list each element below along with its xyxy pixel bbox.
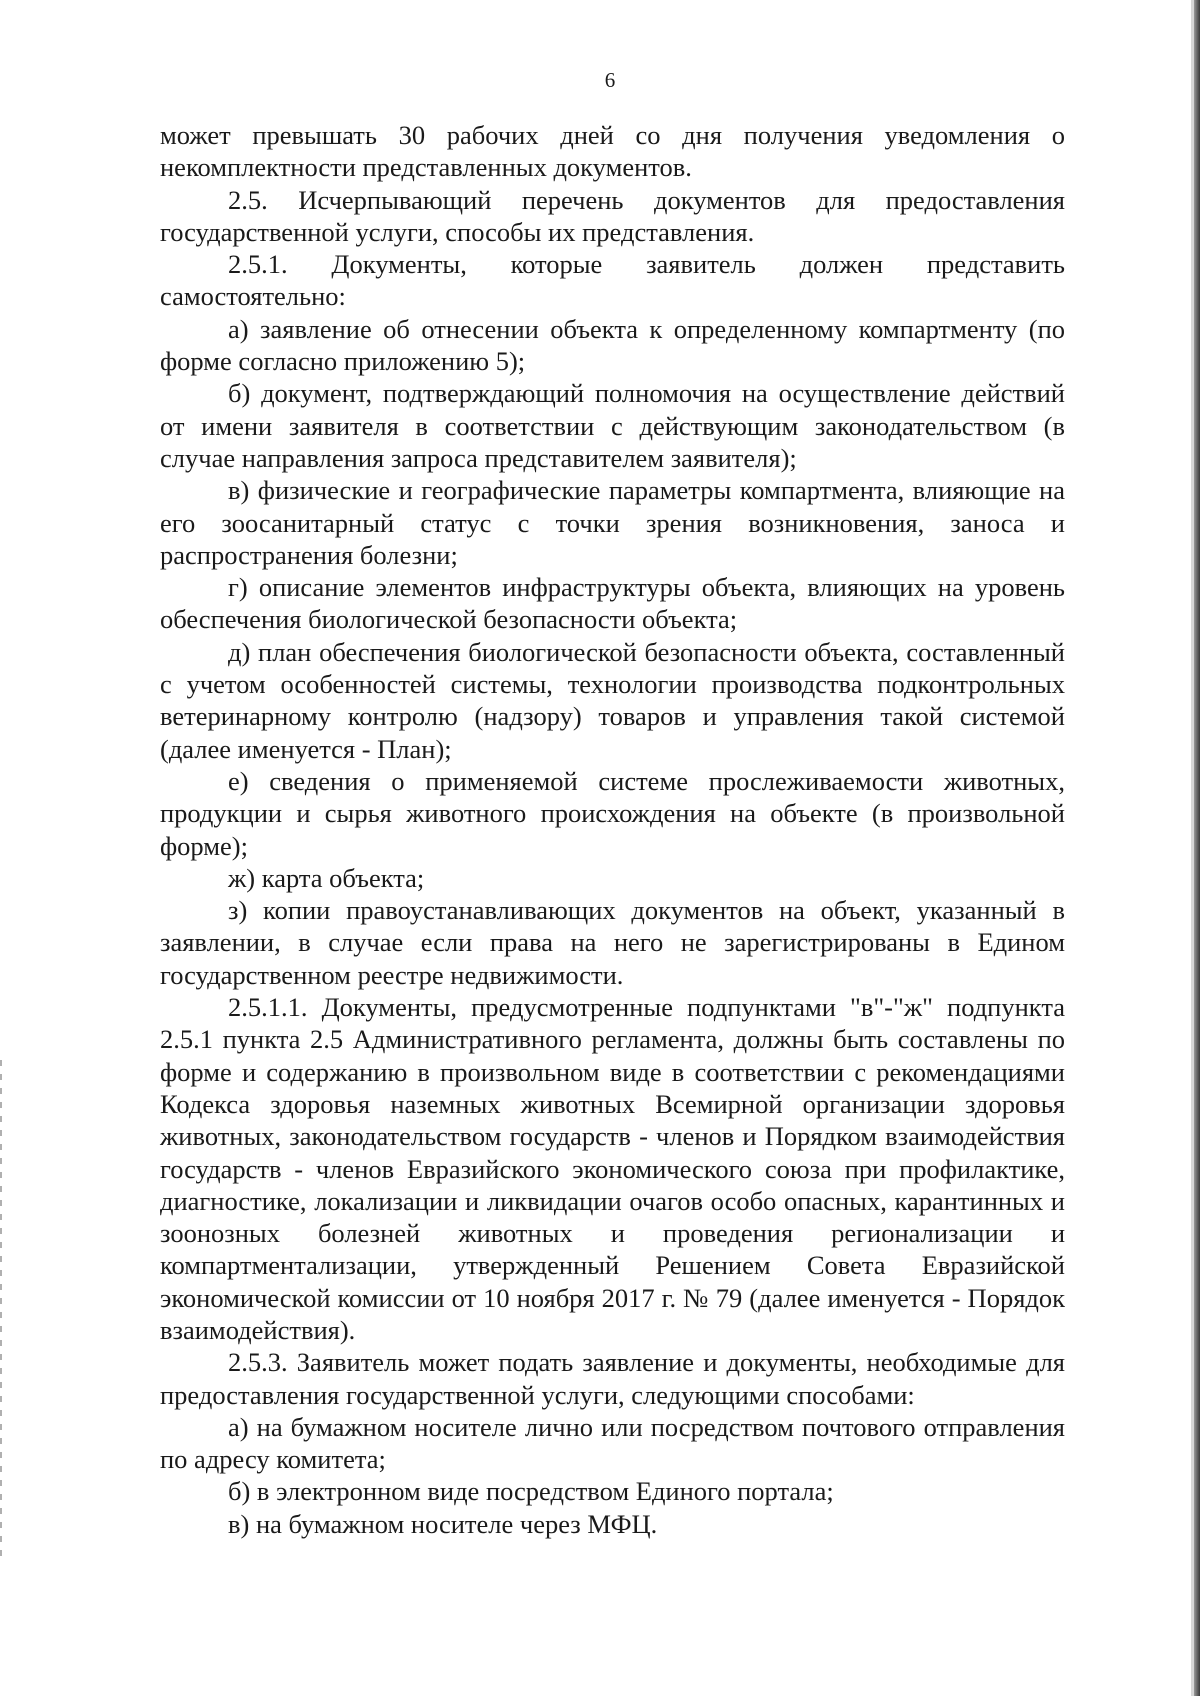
list-item-d: д) план обеспечения биологической безопасности объекта, составленный с учетом особенностей системы, технологии производства подконтрольных ветеринарному контролю (надзору) товаров и управления такой системой (далее именуется - План); xyxy=(160,636,1065,764)
paragraph-2-5-1: 2.5.1. Документы, которые заявитель должен представить самостоятельно: xyxy=(160,249,1065,312)
paragraph-2-5-3: 2.5.3. Заявитель может подать заявление и документы, необходимые для предоставления государственной услуги, следующими способами: xyxy=(160,1347,1065,1410)
paragraph-2-5-1-1: 2.5.1.1. Документы, предусмотренные подпунктами "в"-"ж" подпункта 2.5.1 пункта 2.5 Административного регламента, должны быть составлены по форме и содержанию в произвольном виде в соответствии с рекомендациями Кодекса здоровья наземных животных Всемирной организации здоровья животных, законодательством государств - членов и Порядком взаимодействия государств - членов Евразийского экономического союза при профилактике, диагностике, локализации и ликвидации очагов особо опасных, карантинных и зоонозных болезней животных и проведения регионализации и компартментализации, утвержденный Решением Совета Евразийской экономической комиссии от 10 ноября 2017 г. № 79 (далее именуется - Порядок взаимодействия). xyxy=(160,992,1065,1345)
list-item-e: е) сведения о применяемой системе прослеживаемости животных, продукции и сырья животного происхождения на объекте (в произвольной форме); xyxy=(160,765,1065,861)
list-item-z: з) копии правоустанавливающих документов на объект, указанный в заявлении, в случае если права на него не зарегистрированы в Едином государственном реестре недвижимости. xyxy=(160,895,1065,990)
list-item-v: в) физические и географические параметры компартмента, влияющие на его зоосанитарный статус с точки зрения возникновения, заноса и распространения болезни; xyxy=(160,475,1065,570)
method-item-b: б) в электронном виде посредством Единого портала; xyxy=(228,1476,834,1507)
list-item-a: а) заявление об отнесении объекта к определенному компартменту (по форме согласно приложению 5); xyxy=(160,313,1065,377)
scan-edge-left xyxy=(0,1060,2,1560)
method-item-a: а) на бумажном носителе лично или посредством почтового отправления по адресу комитета; xyxy=(160,1411,1065,1475)
document-body xyxy=(160,119,1065,1540)
list-item-g: г) описание элементов инфраструктуры объекта, влияющих на уровень обеспечения биологической безопасности объекта; xyxy=(160,572,1065,635)
list-item-b: б) документ, подтверждающий полномочия на осуществление действий от имени заявителя в соответствии с действующим законодательством (в случае направления запроса представителем заявителя); xyxy=(160,378,1065,473)
page-number: 6 xyxy=(604,68,616,92)
paragraph-continuation: может превышать 30 рабочих дней со дня получения уведомления о некомплектности представленных документов. xyxy=(160,120,1065,183)
paragraph-2-5: 2.5. Исчерпывающий перечень документов для предоставления государственной услуги, способы их представления. xyxy=(160,184,1065,247)
list-item-zh: ж) карта объекта; xyxy=(228,862,425,893)
method-item-v: в) на бумажном носителе через МФЦ. xyxy=(228,1508,658,1539)
scan-edge xyxy=(1194,0,1200,1696)
